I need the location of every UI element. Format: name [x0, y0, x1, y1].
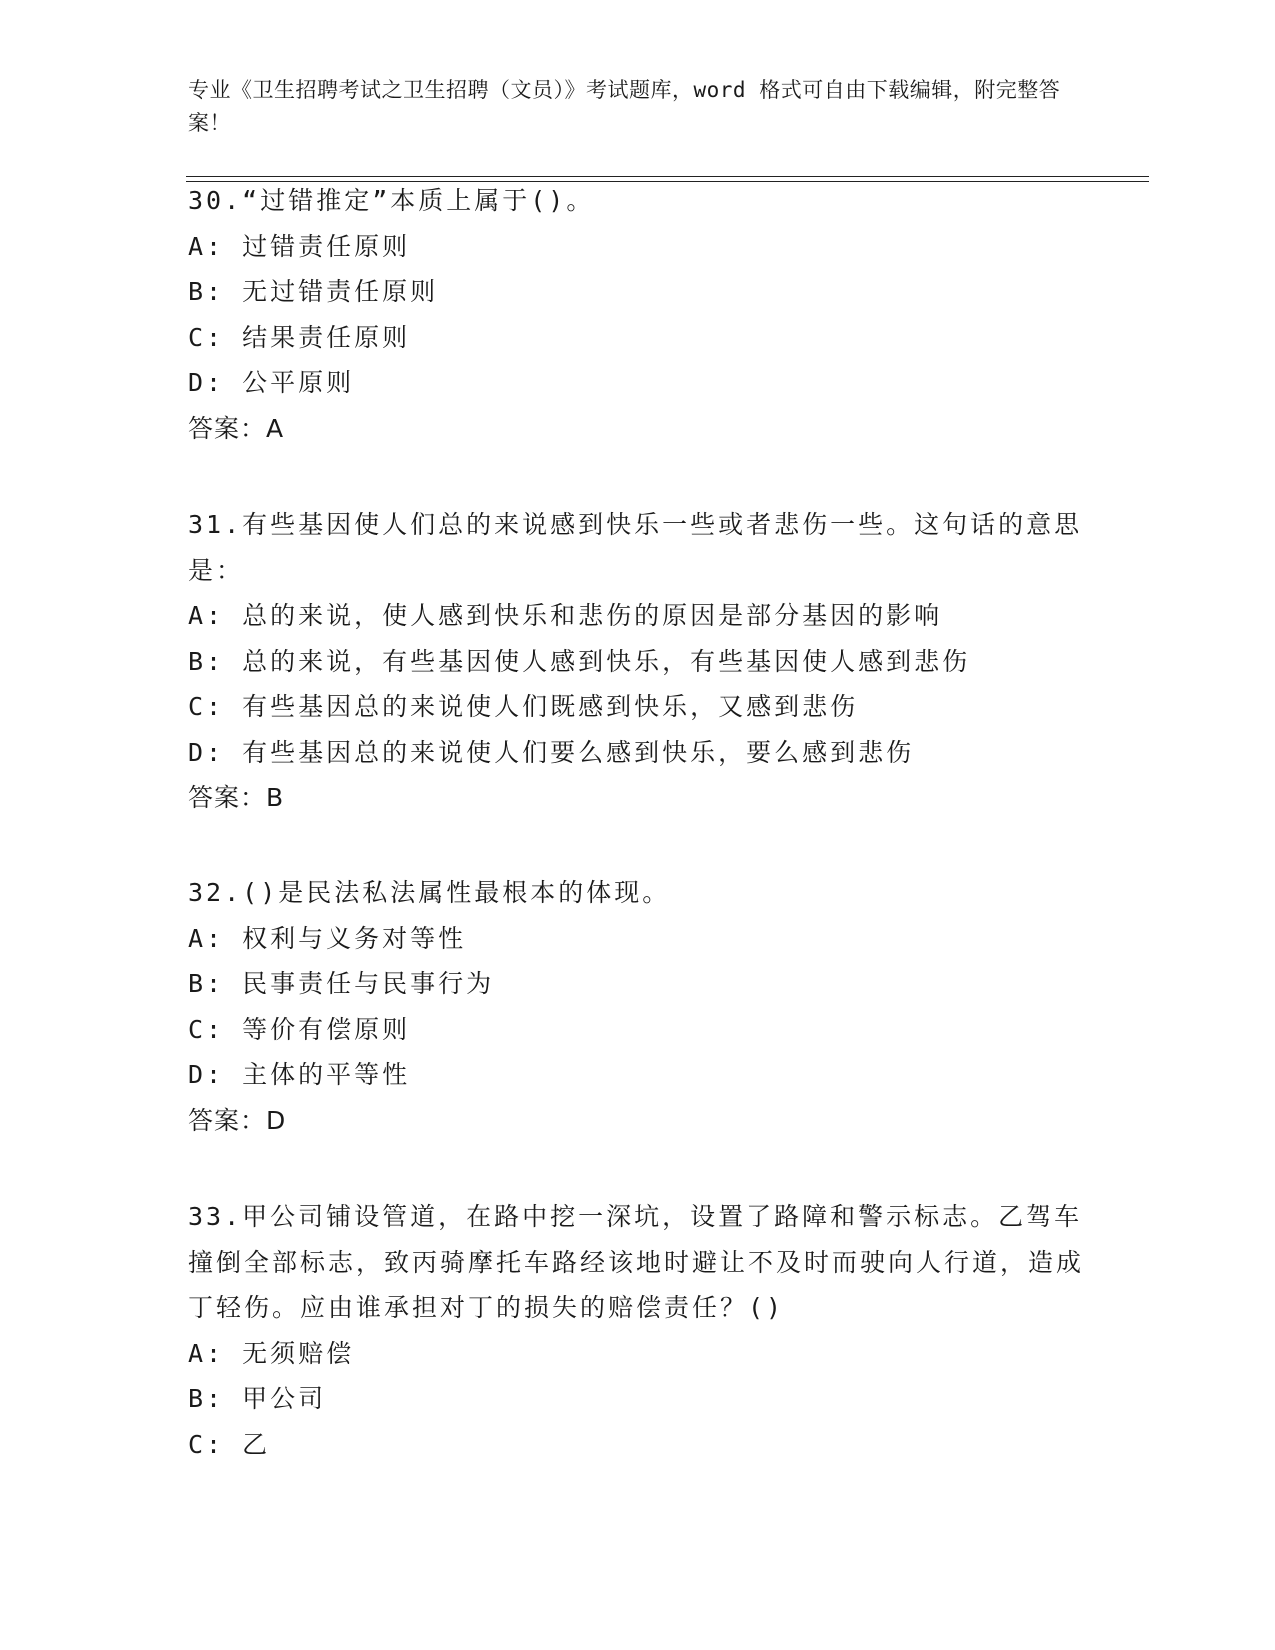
question-stem: 33.甲公司铺设管道，在路中挖一深坑，设置了路障和警示标志。乙驾车撞倒全部标志，致丙骑摩托车路经该地时避让不及时而驶向人行道，造成丁轻伤。应由谁承担对丁的损失的赔偿责任？() — [188, 1202, 1085, 1322]
question-stem: 32.()是民法私法属性最根本的体现。 — [188, 878, 671, 907]
option-b: B: 总的来说，有些基因使人感到快乐，有些基因使人感到悲伤 — [188, 646, 971, 676]
option-a: A: 过错责任原则 — [188, 231, 411, 261]
question-stem: 31.有些基因使人们总的来说感到快乐一些或者悲伤一些。这句话的意思是： — [188, 510, 1083, 585]
option-c: C: 结果责任原则 — [188, 322, 411, 352]
question-30 — [188, 178, 1088, 451]
answer-label: 答案：D — [188, 1105, 287, 1135]
option-c: C: 乙 — [188, 1429, 271, 1459]
document-header: 专业《卫生招聘考试之卫生招聘（文员）》考试题库，word 格式可自由下载编辑，附完整答案！ — [188, 78, 1061, 135]
question-32 — [188, 870, 1088, 1143]
header-divider-top — [186, 176, 1149, 177]
option-b: B: 甲公司 — [188, 1384, 327, 1413]
option-b: B: 民事责任与民事行为 — [188, 969, 495, 998]
question-stem: 30.“过错推定”本质上属于()。 — [188, 186, 595, 215]
answer-label: 答案：A — [188, 413, 285, 443]
option-c: C: 有些基因总的来说使人们既感到快乐，又感到悲伤 — [188, 692, 859, 721]
option-a: A: 权利与义务对等性 — [188, 923, 467, 953]
option-b: B: 无过错责任原则 — [188, 277, 439, 306]
option-c: C: 等价有偿原则 — [188, 1014, 411, 1044]
option-a: A: 总的来说，使人感到快乐和悲伤的原因是部分基因的影响 — [188, 601, 943, 630]
option-a: A: 无须赔偿 — [188, 1338, 355, 1368]
option-d: D: 公平原则 — [188, 368, 355, 397]
question-31 — [188, 502, 1088, 821]
option-d: D: 有些基因总的来说使人们要么感到快乐，要么感到悲伤 — [188, 737, 915, 767]
option-d: D: 主体的平等性 — [188, 1060, 411, 1089]
question-33 — [188, 1194, 1088, 1467]
answer-label: 答案：B — [188, 783, 285, 812]
